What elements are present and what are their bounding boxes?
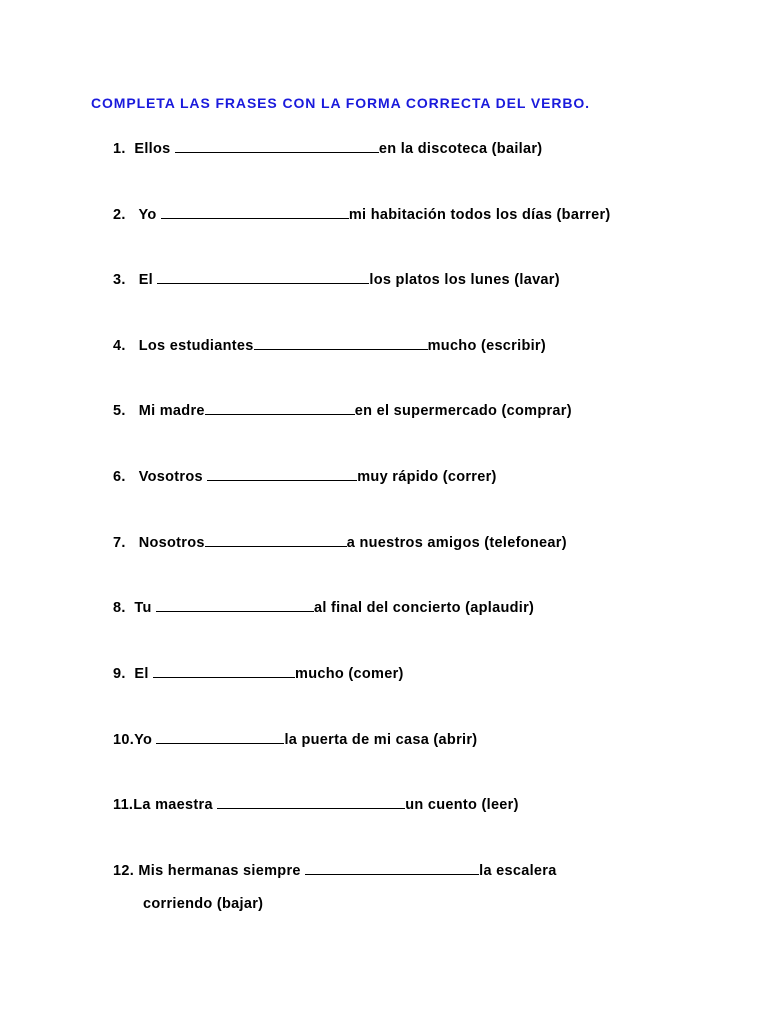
item-rest: la puerta de mi casa (abrir) (284, 732, 478, 748)
item-subject: La maestra (133, 797, 213, 813)
answer-blank[interactable] (205, 400, 355, 415)
item-number: 1. (113, 141, 126, 157)
exercise-item-8 (113, 597, 534, 618)
item-number: 2. (113, 207, 126, 223)
exercise-item-1 (113, 138, 542, 159)
item-subject: Yo (138, 207, 157, 223)
exercise-item-9 (113, 663, 404, 684)
exercise-item-7 (113, 532, 567, 553)
answer-blank[interactable] (175, 138, 379, 153)
item-number: 3. (113, 272, 126, 288)
item-rest: un cuento (leer) (405, 797, 519, 813)
answer-blank[interactable] (156, 597, 314, 612)
item-number: 10. (113, 732, 135, 748)
item-number: 9. (113, 666, 126, 682)
item-rest: mucho (comer) (295, 666, 404, 682)
answer-blank[interactable] (157, 269, 369, 284)
exercise-item-12 (113, 860, 557, 881)
answer-blank[interactable] (254, 335, 428, 350)
item-rest: en el supermercado (comprar) (354, 403, 572, 419)
item-number: 6. (113, 469, 126, 485)
exercise-item-10 (113, 729, 477, 750)
answer-blank[interactable] (305, 860, 479, 875)
item-number: 8. (113, 600, 126, 616)
item-number: 12. (113, 863, 135, 879)
answer-blank[interactable] (156, 729, 284, 744)
answer-blank[interactable] (153, 663, 295, 678)
item-number: 5. (113, 403, 126, 419)
exercise-item-2 (113, 204, 611, 225)
worksheet-title: COMPLETA LAS FRASES CON LA FORMA CORRECTA DEL VERBO. (91, 95, 590, 111)
exercise-item-5 (113, 400, 572, 421)
item-rest: al final del concierto (aplaudir) (313, 600, 535, 616)
item-number: 4. (113, 338, 126, 354)
item-subject: Los estudiantes (138, 338, 254, 354)
item-rest: a nuestros amigos (telefonear) (346, 535, 567, 551)
item-subject: Yo (134, 732, 153, 748)
answer-blank[interactable] (207, 466, 357, 481)
item-rest: mucho (escribir) (427, 338, 547, 354)
answer-blank[interactable] (205, 532, 347, 547)
item-rest: mi habitación todos los días (barrer) (348, 207, 611, 223)
item-number: 11. (113, 797, 134, 813)
exercise-item-11 (113, 794, 519, 815)
item-subject: El (138, 272, 154, 288)
answer-blank[interactable] (161, 204, 349, 219)
item-subject: El (134, 666, 149, 682)
exercise-item-3 (113, 269, 560, 290)
item-rest: muy rápido (correr) (357, 469, 497, 485)
item-subject: Vosotros (138, 469, 203, 485)
item-subject: Mi madre (138, 403, 205, 419)
exercise-item-4 (113, 335, 546, 356)
item-rest: en la discoteca (bailar) (378, 141, 543, 157)
item-number: 7. (113, 535, 126, 551)
answer-blank[interactable] (217, 794, 405, 809)
item-rest: la escalera (479, 863, 557, 879)
exercise-item-12-continuation: corriendo (bajar) (143, 896, 264, 912)
item-subject: Ellos (134, 141, 171, 157)
item-subject: Mis hermanas siempre (138, 863, 301, 879)
item-subject: Tu (134, 600, 152, 616)
exercise-item-6 (113, 466, 497, 487)
item-subject: Nosotros (138, 535, 205, 551)
item-rest: los platos los lunes (lavar) (369, 272, 560, 288)
